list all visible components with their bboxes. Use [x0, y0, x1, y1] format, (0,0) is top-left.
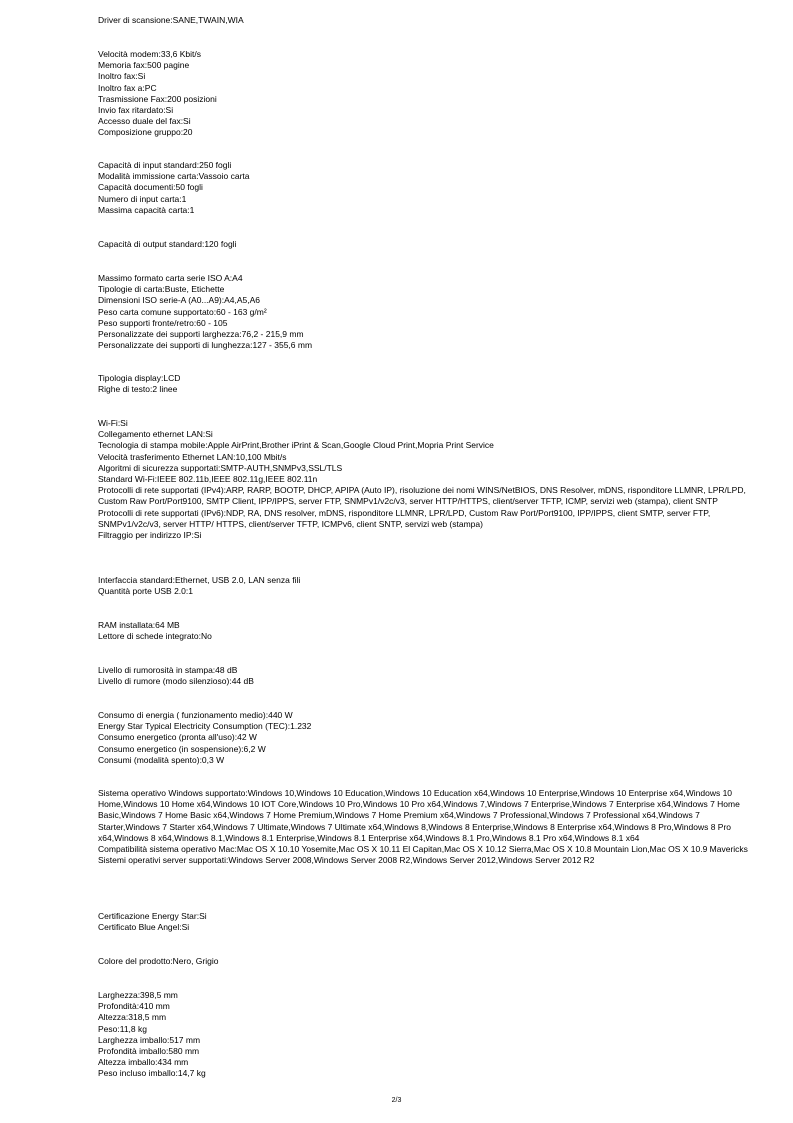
section-certifications [98, 911, 748, 933]
section-input [98, 160, 748, 216]
spec-line: Livello di rumore (modo silenzioso):44 dB [98, 676, 254, 687]
spec-line: RAM installata:64 MB [98, 620, 180, 630]
spec-line: Capacità di output standard:120 fogli [98, 239, 237, 249]
spec-line: Collegamento ethernet LAN:Si [98, 429, 213, 440]
spec-line: Profondità imballo:580 mm [98, 1046, 200, 1057]
spec-line: Tipologia display:LCD [98, 373, 181, 383]
spec-line: Interfaccia standard:Ethernet, USB 2.0, LAN senza fili [98, 575, 301, 585]
spec-line: Peso carta comune supportato:60 - 163 g/m² [98, 306, 267, 317]
spec-line: Velocità modem:33,6 Kbit/s [98, 49, 202, 59]
spec-line: Protocolli di rete supportati (IPv4):ARP, RARP, BOOTP, DHCP, APIPA (Auto IP), risoluzione dei nomi WINS/NetBIOS, DNS Resolver, mDNS, risponditore LLMNR, LPR/LPD, Custom Raw Port/Port9100, SMTP Client, IPP/IPPS, server FTP, SNMPv1/v2c/v3, server HTTP/HTTPS, client/server TFTP, ICMP, servizi web (stampa), client SNTP [98, 485, 746, 507]
section-display [98, 373, 748, 395]
spec-line: Protocolli di rete supportati (IPv6):NDP, RA, DNS resolver, mDNS, risponditore LLMNR, LPR/LPD, Custom Raw Port/Port9100, IPP/IPPS, client SMTP, server FTP, SNMPv1/v2c/v3, server HTTP/ HTTPS, client/server TFTP, ICMPv6, client SNTP, servizi web (stampa) [98, 507, 711, 529]
section-os [98, 788, 748, 866]
section-paper [98, 273, 748, 351]
spec-line: Certificazione Energy Star:Si [98, 911, 207, 921]
spec-line: Compatibilità sistema operativo Mac:Mac OS X 10.10 Yosemite,Mac OS X 10.11 El Capitan,Mac OS X 10.12 Sierra,Mac OS X 10.8 Mountain Lion,Mac OS X 10.9 Mavericks [98, 844, 748, 855]
spec-line: Colore del prodotto:Nero, Grigio [98, 956, 219, 966]
spec-line: Lettore di schede integrato:No [98, 631, 212, 642]
spec-line: Inoltro fax a:PC [98, 82, 157, 93]
spec-line: Sistemi operativi server supportati:Windows Server 2008,Windows Server 2008 R2,Windows Server 2012,Windows Server 2012 R2 [98, 855, 595, 866]
spec-line: Filtraggio per indirizzo IP:Si [98, 530, 202, 541]
section-fax [98, 49, 748, 139]
spec-line: Standard Wi-Fi:IEEE 802.11b,IEEE 802.11g,IEEE 802.11n [98, 474, 318, 485]
spec-line: Capacità di input standard:250 fogli [98, 160, 232, 170]
spec-line: Velocità trasferimento Ethernet LAN:10,100 Mbit/s [98, 451, 287, 462]
spec-line: Tipologie di carta:Buste, Etichette [98, 284, 225, 295]
spec-line: Dimensioni ISO serie-A (A0...A9):A4,A5,A6 [98, 295, 261, 306]
section-output [98, 239, 748, 250]
spec-line: Peso incluso imballo:14,7 kg [98, 1068, 206, 1079]
spec-line: Energy Star Typical Electricity Consumption (TEC):1.232 [98, 721, 312, 732]
spec-line: Modalità immissione carta:Vassoio carta [98, 171, 250, 182]
spec-line: Altezza:318,5 mm [98, 1012, 167, 1023]
spec-line: Consumo energetico (pronta all'uso):42 W [98, 732, 257, 743]
spec-line: Capacità documenti:50 fogli [98, 182, 203, 193]
spec-line: Larghezza imballo:517 mm [98, 1034, 201, 1045]
spec-line: Altezza imballo:434 mm [98, 1057, 189, 1068]
spec-line: Quantità porte USB 2.0:1 [98, 586, 193, 597]
spec-line: Consumo energetico (in sospensione):6,2 W [98, 743, 266, 754]
section-scan [98, 15, 748, 26]
spec-line: Righe di testo:2 linee [98, 384, 178, 395]
section-dimensions [98, 990, 748, 1080]
spec-line: Consumo di energia ( funzionamento medio):440 W [98, 710, 293, 720]
page-number: 2/3 [391, 1097, 402, 1104]
spec-line: Driver di scansione:SANE,TWAIN,WIA [98, 15, 244, 25]
spec-line: Larghezza:398,5 mm [98, 990, 178, 1000]
spec-line: Algoritmi di sicurezza supportati:SMTP-AUTH,SNMPv3,SSL/TLS [98, 462, 343, 473]
section-network [98, 418, 748, 541]
section-power [98, 710, 748, 766]
section-noise [98, 665, 748, 687]
spec-line: Memoria fax:500 pagine [98, 60, 190, 71]
section-ports [98, 575, 748, 597]
spec-line: Livello di rumorosità in stampa:48 dB [98, 665, 238, 675]
spec-line: Peso supporti fronte/retro:60 - 105 [98, 317, 228, 328]
spec-line: Invio fax ritardato:Si [98, 105, 174, 116]
spec-line: Composizione gruppo:20 [98, 127, 193, 138]
spec-line: Personalizzate dei supporti di lunghezza:127 - 355,6 mm [98, 340, 313, 351]
spec-line: Massimo formato carta serie ISO A:A4 [98, 273, 243, 283]
spec-line: Accesso duale del fax:Si [98, 116, 191, 127]
spec-line: Certificato Blue Angel:Si [98, 922, 190, 933]
spec-line: Tecnologia di stampa mobile:Apple AirPrint,Brother iPrint & Scan,Google Cloud Print,Mopria Print Service [98, 440, 494, 451]
spec-line: Consumi (modalità spento):0,3 W [98, 754, 225, 765]
spec-line: Peso:11,8 kg [98, 1023, 147, 1034]
spec-line: Trasmissione Fax:200 posizioni [98, 93, 217, 104]
spec-line: Personalizzate dei supporti larghezza:76,2 - 215,9 mm [98, 329, 304, 340]
section-memory [98, 620, 748, 642]
spec-line: Profondità:410 mm [98, 1001, 170, 1012]
spec-line: Inoltro fax:Si [98, 71, 146, 82]
spec-line: Numero di input carta:1 [98, 193, 187, 204]
section-design [98, 956, 748, 967]
spec-line: Sistema operativo Windows supportato:Windows 10,Windows 10 Education,Windows 10 Education x64,Windows 10 Enterprise,Windows 10 Enterprise x64,Windows 10 Home,Windows 10 Home x64,Windows 10 IOT Core,Windows 10 Pro,Windows 10 Pro x64,Windows 7,Windows 7 Enterprise,Windows 7 Enterprise x64,Windows 7 Home Basic,Windows 7 Home Basic x64,Windows 7 Home Premium,Windows 7 Home Premium x64,Windows 7 Professional,Windows 7 Professional x64,Windows 7 Starter,Windows 7 Starter x64,Windows 7 Ultimate,Windows 7 Ultimate x64,Windows 8,Windows 8 Enterprise,Windows 8 Enterprise x64,Windows 8 Pro,Windows 8 Pro x64,Windows 8 x64,Windows 8.1,Windows 8.1 Enterprise,Windows 8.1 Enterprise x64,Windows 8.1 Pro,Windows 8.1 Pro x64,Windows 8.1 x64 [98, 788, 740, 843]
spec-line: Massima capacità carta:1 [98, 204, 195, 215]
spec-line: Wi-Fi:Si [98, 418, 128, 428]
